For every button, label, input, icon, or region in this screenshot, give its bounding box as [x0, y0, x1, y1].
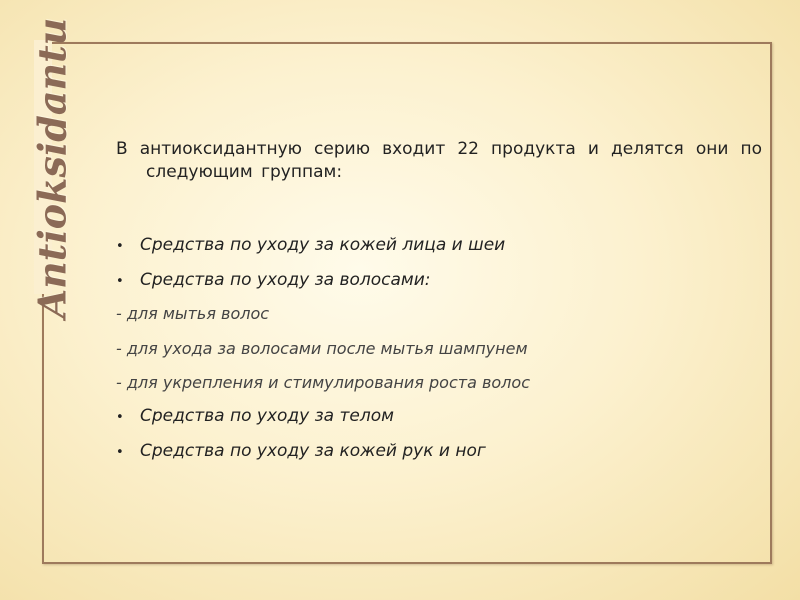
bullet-icon: •	[116, 445, 124, 460]
bullet-icon: •	[116, 239, 124, 254]
list-item-body-care	[116, 405, 394, 429]
list-item-face-care	[116, 234, 505, 258]
list-item-text: Средства по уходу за кожей лица и шеи	[140, 235, 506, 255]
intro-paragraph: В антиоксидантную серию входит 22 продукта и делятся они по следующим группам:	[116, 139, 762, 182]
side-title: Antioksidantu	[29, 17, 75, 319]
sub-item-hair-growth: - для укрепления и стимулирования роста волос	[116, 373, 530, 392]
list-item-text: Средства по уходу за волосами:	[140, 270, 431, 290]
bullet-icon: •	[116, 274, 124, 289]
sub-item-hair-wash: - для мытья волос	[116, 304, 270, 323]
list-item-hands-feet-care	[116, 440, 486, 464]
list-item-text: Средства по уходу за кожей рук и ног	[140, 441, 486, 461]
bullet-icon: •	[116, 410, 124, 425]
list-item-text: Средства по уходу за телом	[140, 406, 394, 426]
sub-item-hair-after-shampoo: - для ухода за волосами после мытья шампунем	[116, 339, 528, 358]
list-item-hair-care	[116, 269, 431, 293]
